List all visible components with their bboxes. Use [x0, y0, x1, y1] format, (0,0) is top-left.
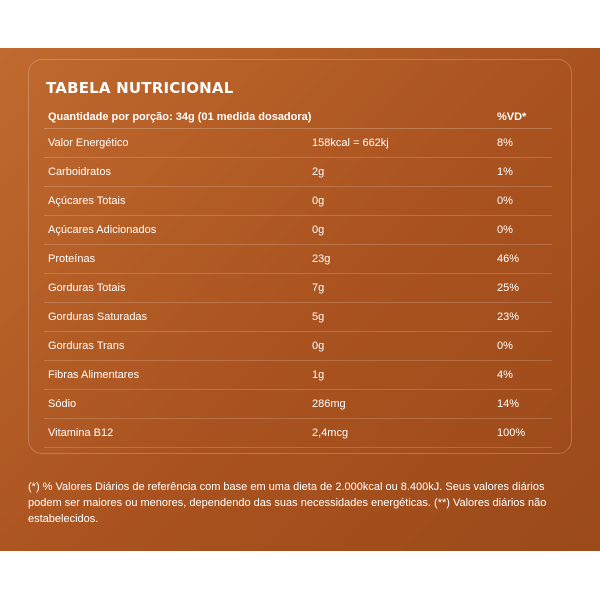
nutrient-name: Gorduras Saturadas	[48, 311, 148, 323]
table-row	[44, 245, 552, 274]
nutrient-vd: 23%	[497, 311, 520, 323]
table-row	[44, 129, 552, 158]
nutrient-amount: 286mg	[312, 398, 346, 410]
table-row	[44, 187, 552, 216]
nutrient-amount: 5g	[312, 311, 325, 323]
nutrient-name: Carboidratos	[48, 166, 111, 178]
table-row	[44, 332, 552, 361]
nutrient-vd: 4%	[497, 369, 513, 381]
nutrient-amount: 2g	[312, 166, 325, 178]
nutrient-name: Valor Energético	[48, 137, 129, 149]
nutrient-amount: 0g	[312, 340, 325, 352]
nutrient-amount: 2,4mcg	[312, 427, 349, 439]
table-row	[44, 274, 552, 303]
nutrient-amount: 0g	[312, 195, 325, 207]
nutrition-table	[44, 108, 552, 448]
nutrient-vd: 46%	[497, 253, 520, 265]
nutrient-name: Vitamina B12	[48, 427, 114, 439]
table-row	[44, 158, 552, 187]
nutrient-vd: 0%	[497, 224, 513, 236]
vd-header: %VD*	[497, 111, 527, 123]
nutrient-amount: 0g	[312, 224, 325, 236]
nutrient-name: Gorduras Trans	[48, 340, 125, 352]
nutrient-name: Proteínas	[48, 253, 96, 265]
nutrient-name: Fibras Alimentares	[48, 369, 140, 381]
nutrient-name: Sódio	[48, 398, 77, 410]
nutrient-vd: 8%	[497, 137, 513, 149]
nutrient-name: Gorduras Totais	[48, 282, 126, 294]
nutrient-amount: 7g	[312, 282, 325, 294]
nutrient-vd: 25%	[497, 282, 520, 294]
table-row	[44, 361, 552, 390]
footnote: (*) % Valores Diários de referência com base em uma dieta de 2.000kcal ou 8.400kJ. Seus valores diários podem ser maiores ou menores, dependendo das suas necessidades energéticas. (**) Valores diários não estabelecidos.	[28, 481, 547, 525]
nutrient-amount: 158kcal = 662kj	[312, 137, 389, 149]
nutrient-amount: 23g	[312, 253, 331, 265]
nutrient-vd: 0%	[497, 340, 513, 352]
table-row	[44, 303, 552, 332]
nutrient-vd: 1%	[497, 166, 513, 178]
nutrient-vd: 100%	[497, 427, 526, 439]
nutrient-amount: 1g	[312, 369, 325, 381]
nutrient-vd: 0%	[497, 195, 513, 207]
nutrient-name: Açúcares Totais	[48, 195, 126, 207]
table-row	[44, 390, 552, 419]
nutrient-name: Açúcares Adicionados	[48, 224, 157, 236]
table-header-row	[44, 108, 552, 129]
table-row	[44, 419, 552, 448]
portion-header: Quantidade por porção: 34g (01 medida dosadora)	[48, 111, 312, 123]
nutrient-vd: 14%	[497, 398, 520, 410]
table-title: TABELA NUTRICIONAL	[46, 79, 234, 97]
table-row	[44, 216, 552, 245]
